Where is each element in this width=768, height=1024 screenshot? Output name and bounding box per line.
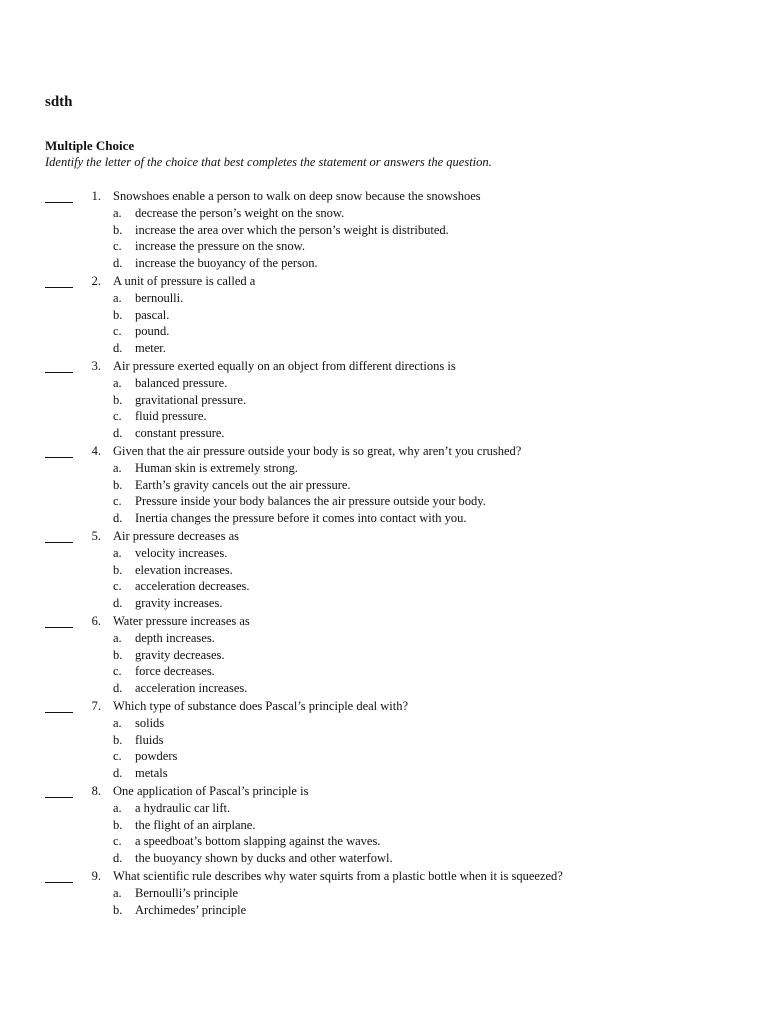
choice-c <box>0 833 768 850</box>
choice-a <box>0 205 768 222</box>
choice-a <box>0 375 768 392</box>
choice-c <box>0 663 768 680</box>
choice-b <box>0 647 768 664</box>
answer-blank[interactable] <box>45 528 73 545</box>
choice-letter: a. <box>113 375 122 390</box>
question-text: Water pressure increases as <box>113 614 250 628</box>
choice-b <box>0 562 768 579</box>
choice-text: increase the area over which the person’s weight is distributed. <box>135 222 449 237</box>
choice-text: pound. <box>135 324 170 339</box>
choice-letter: b. <box>113 307 123 322</box>
question-number: 7. <box>91 699 101 713</box>
choice-letter: c. <box>113 834 122 849</box>
answer-blank[interactable] <box>45 273 73 290</box>
question-6 <box>0 613 768 698</box>
choice-letter: a. <box>113 290 122 305</box>
choice-text: the flight of an airplane. <box>135 817 256 832</box>
choice-text: Bernoulli’s principle <box>135 885 239 900</box>
choice-d <box>0 595 768 612</box>
choice-letter: c. <box>113 749 122 764</box>
choice-a <box>0 290 768 307</box>
choice-text: increase the buoyancy of the person. <box>135 256 318 271</box>
choice-letter: d. <box>113 596 123 611</box>
choice-letter: b. <box>113 732 123 747</box>
question-number: 5. <box>91 529 101 543</box>
choice-letter: d. <box>113 766 123 781</box>
question-number: 4. <box>91 444 101 458</box>
question-1 <box>0 188 768 273</box>
choice-a <box>0 460 768 477</box>
choice-text: gravity decreases. <box>135 647 225 662</box>
choice-letter: c. <box>113 409 122 424</box>
choice-letter: c. <box>113 324 122 339</box>
question-7 <box>0 698 768 783</box>
choice-text: Human skin is extremely strong. <box>135 460 298 475</box>
choice-text: gravitational pressure. <box>135 392 247 407</box>
question-text: One application of Pascal’s principle is <box>113 784 309 798</box>
choice-text: metals <box>135 766 168 781</box>
choice-text: the buoyancy shown by ducks and other waterfowl. <box>135 851 393 866</box>
choice-a <box>0 715 768 732</box>
question-number: 2. <box>91 274 101 288</box>
choice-text: Pressure inside your body balances the air pressure outside your body. <box>135 494 486 509</box>
answer-blank[interactable] <box>45 698 73 715</box>
question-2 <box>0 273 768 358</box>
question-9 <box>0 868 768 953</box>
choice-d <box>0 340 768 357</box>
question-text: Air pressure exerted equally on an object from different directions is <box>113 359 456 373</box>
question-4 <box>0 443 768 528</box>
question-number: 6. <box>91 614 101 628</box>
choice-letter: a. <box>113 800 122 815</box>
choice-d <box>0 255 768 272</box>
choice-text: pascal. <box>135 307 170 322</box>
choice-a <box>0 630 768 647</box>
choice-a <box>0 800 768 817</box>
choice-c <box>0 323 768 340</box>
answer-blank[interactable] <box>45 188 73 205</box>
choice-letter: d. <box>113 341 123 356</box>
answer-blank[interactable] <box>45 358 73 375</box>
choice-letter: a. <box>113 630 122 645</box>
choice-text: acceleration increases. <box>135 681 248 696</box>
choice-b <box>0 222 768 239</box>
choice-letter: c. <box>113 239 122 254</box>
choice-text: elevation increases. <box>135 562 233 577</box>
choice-a <box>0 885 768 902</box>
document-title: sdth <box>45 94 73 110</box>
choice-d <box>0 425 768 442</box>
choice-letter: d. <box>113 426 123 441</box>
choice-text: decrease the person’s weight on the snow. <box>135 205 345 220</box>
section-heading: Multiple Choice <box>45 138 135 153</box>
question-number: 1. <box>91 189 101 203</box>
choice-text: force decreases. <box>135 664 215 679</box>
answer-blank[interactable] <box>45 613 73 630</box>
choice-letter: a. <box>113 885 122 900</box>
choice-c <box>0 408 768 425</box>
choice-letter: b. <box>113 392 123 407</box>
question-text: Air pressure decreases as <box>113 529 239 543</box>
question-number: 3. <box>91 359 101 373</box>
choice-text: solids <box>135 715 165 730</box>
choice-text: powders <box>135 749 178 764</box>
choice-d <box>0 510 768 527</box>
question-3 <box>0 358 768 443</box>
choice-a <box>0 545 768 562</box>
choice-letter: a. <box>113 545 122 560</box>
choice-text: fluid pressure. <box>135 409 207 424</box>
choice-letter: b. <box>113 222 123 237</box>
question-number: 8. <box>91 784 101 798</box>
choice-text: velocity increases. <box>135 545 228 560</box>
choice-text: increase the pressure on the snow. <box>135 239 305 254</box>
choice-b <box>0 392 768 409</box>
choice-letter: b. <box>113 562 123 577</box>
answer-blank[interactable] <box>45 443 73 460</box>
question-text: Snowshoes enable a person to walk on deep snow because the snowshoes <box>113 189 481 203</box>
question-5 <box>0 528 768 613</box>
choice-text: meter. <box>135 341 166 356</box>
choice-text: balanced pressure. <box>135 375 228 390</box>
answer-blank[interactable] <box>45 783 73 800</box>
choice-b <box>0 817 768 834</box>
choice-text: constant pressure. <box>135 426 225 441</box>
choice-letter: a. <box>113 715 122 730</box>
choice-b <box>0 902 768 919</box>
choice-b <box>0 477 768 494</box>
choice-letter: c. <box>113 664 122 679</box>
choice-text: fluids <box>135 732 164 747</box>
question-number: 9. <box>91 869 101 883</box>
answer-blank[interactable] <box>45 868 73 885</box>
choice-text: Inertia changes the pressure before it comes into contact with you. <box>135 511 467 526</box>
choice-letter: a. <box>113 205 122 220</box>
choice-letter: b. <box>113 647 123 662</box>
choice-letter: d. <box>113 851 123 866</box>
question-list <box>0 188 768 953</box>
question-text: A unit of pressure is called a <box>113 274 256 288</box>
choice-d <box>0 850 768 867</box>
question-text: Given that the air pressure outside your body is so great, why aren’t you crushed? <box>113 444 522 458</box>
choice-b <box>0 732 768 749</box>
question-text: Which type of substance does Pascal’s principle deal with? <box>113 699 409 713</box>
choice-letter: a. <box>113 460 122 475</box>
choice-text: a hydraulic car lift. <box>135 800 231 815</box>
instructions-text: Identify the letter of the choice that best completes the statement or answers the question. <box>45 155 492 169</box>
choice-d <box>0 765 768 782</box>
choice-c <box>0 493 768 510</box>
choice-letter: d. <box>113 511 123 526</box>
choice-letter: b. <box>113 817 123 832</box>
choice-letter: b. <box>113 902 123 917</box>
choice-text: acceleration decreases. <box>135 579 250 594</box>
choice-d <box>0 680 768 697</box>
question-text: What scientific rule describes why water squirts from a plastic bottle when it is squeezed? <box>113 869 563 883</box>
choice-letter: d. <box>113 256 123 271</box>
choice-text: gravity increases. <box>135 596 223 611</box>
choice-letter: c. <box>113 579 122 594</box>
choice-c <box>0 748 768 765</box>
choice-letter: d. <box>113 681 123 696</box>
choice-text: bernoulli. <box>135 290 184 305</box>
choice-text: Archimedes’ principle <box>135 902 247 917</box>
choice-text: a speedboat’s bottom slapping against the waves. <box>135 834 381 849</box>
question-8 <box>0 783 768 868</box>
choice-text: depth increases. <box>135 630 215 645</box>
choice-text: Earth’s gravity cancels out the air pressure. <box>135 477 351 492</box>
choice-letter: c. <box>113 494 122 509</box>
choice-c <box>0 238 768 255</box>
choice-c <box>0 578 768 595</box>
choice-b <box>0 307 768 324</box>
choice-letter: b. <box>113 477 123 492</box>
